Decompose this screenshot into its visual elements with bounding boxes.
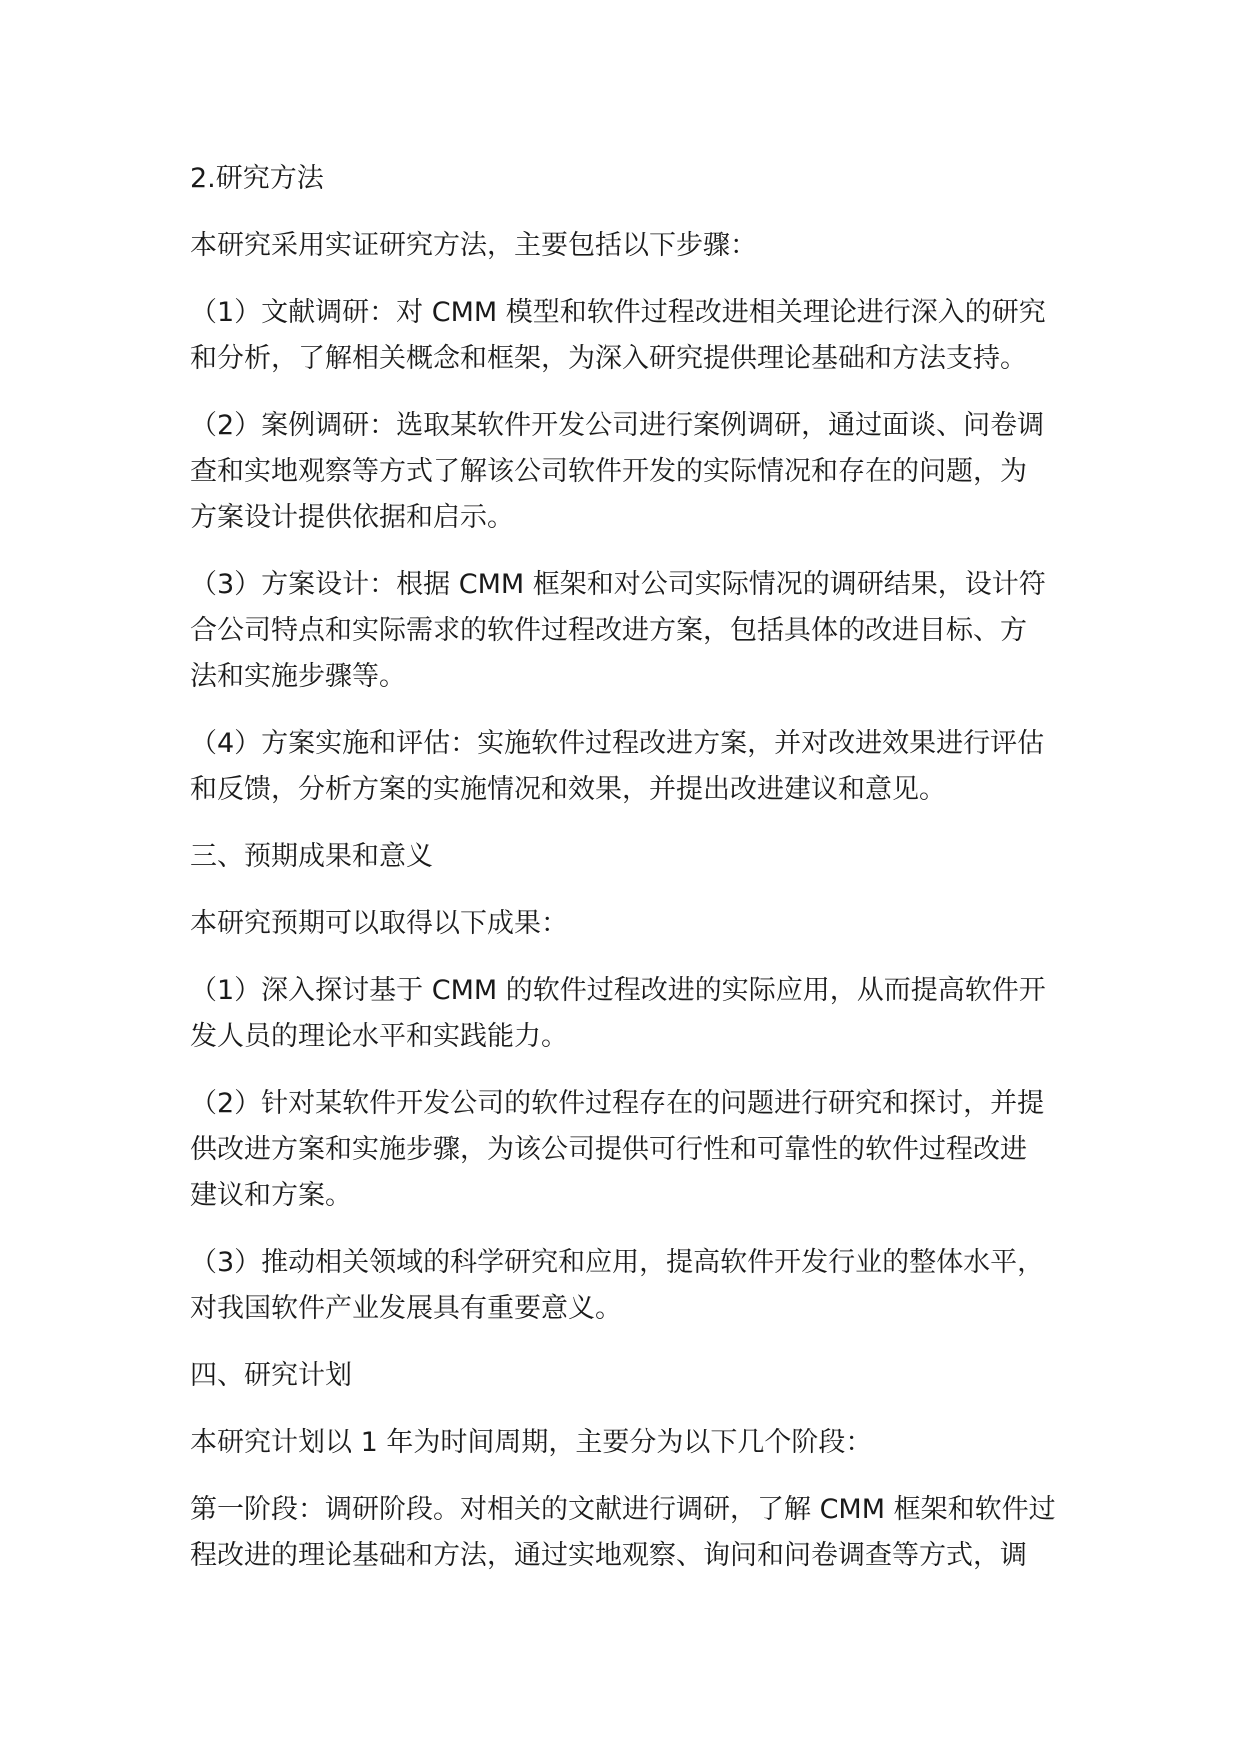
text-line: （3）方案设计：根据 CMM 框架和对公司实际情况的调研结果，设计符 xyxy=(190,569,1046,600)
text-line: 查和实地观察等方式了解该公司软件开发的实际情况和存在的问题，为 xyxy=(190,456,1027,487)
paragraph xyxy=(190,1240,1070,1332)
section-heading xyxy=(190,1353,1070,1399)
paragraph xyxy=(190,1420,1070,1466)
text-line: 法和实施步骤等。 xyxy=(190,661,406,692)
paragraph xyxy=(190,223,1070,269)
text-line: 和分析，了解相关概念和框架，为深入研究提供理论基础和方法支持。 xyxy=(190,343,1027,374)
paragraph xyxy=(190,1081,1070,1219)
text-line: （1）深入探讨基于 CMM 的软件过程改进的实际应用，从而提高软件开 xyxy=(190,975,1046,1006)
text-line: （1）文献调研：对 CMM 模型和软件过程改进相关理论进行深入的研究 xyxy=(190,297,1046,328)
section-heading xyxy=(190,834,1070,880)
text-line: 合公司特点和实际需求的软件过程改进方案，包括具体的改进目标、方 xyxy=(190,615,1027,646)
paragraph xyxy=(190,721,1070,813)
text-line: （2）针对某软件开发公司的软件过程存在的问题进行研究和探讨，并提 xyxy=(190,1088,1045,1119)
text-line: 四、研究计划 xyxy=(190,1360,352,1391)
paragraph xyxy=(190,290,1070,382)
text-line: 对我国软件产业发展具有重要意义。 xyxy=(190,1293,622,1324)
text-line: 本研究预期可以取得以下成果： xyxy=(190,908,568,939)
text-line: 2.研究方法 xyxy=(190,163,324,194)
text-line: 程改进的理论基础和方法，通过实地观察、询问和问卷调查等方式，调 xyxy=(190,1540,1027,1571)
paragraph xyxy=(190,1487,1070,1579)
document-body xyxy=(190,156,1070,1600)
text-line: 三、预期成果和意义 xyxy=(190,841,433,872)
text-line: 建议和方案。 xyxy=(190,1180,352,1211)
section-heading xyxy=(190,156,1070,202)
text-line: （2）案例调研：选取某软件开发公司进行案例调研，通过面谈、问卷调 xyxy=(190,410,1045,441)
text-line: 供改进方案和实施步骤，为该公司提供可行性和可靠性的软件过程改进 xyxy=(190,1134,1027,1165)
text-line: 发人员的理论水平和实践能力。 xyxy=(190,1021,568,1052)
text-line: 本研究计划以 1 年为时间周期，主要分为以下几个阶段： xyxy=(190,1427,873,1458)
paragraph xyxy=(190,901,1070,947)
text-line: 本研究采用实证研究方法，主要包括以下步骤： xyxy=(190,230,757,261)
paragraph xyxy=(190,403,1070,541)
text-line: （3）推动相关领域的科学研究和应用，提高软件开发行业的整体水平， xyxy=(190,1247,1045,1278)
text-line: 和反馈，分析方案的实施情况和效果，并提出改进建议和意见。 xyxy=(190,774,946,805)
paragraph xyxy=(190,968,1070,1060)
text-line: （4）方案实施和评估：实施软件过程改进方案，并对改进效果进行评估 xyxy=(190,728,1045,759)
paragraph xyxy=(190,562,1070,700)
text-line: 第一阶段：调研阶段。对相关的文献进行调研，了解 CMM 框架和软件过 xyxy=(190,1494,1056,1525)
text-line: 方案设计提供依据和启示。 xyxy=(190,502,514,533)
